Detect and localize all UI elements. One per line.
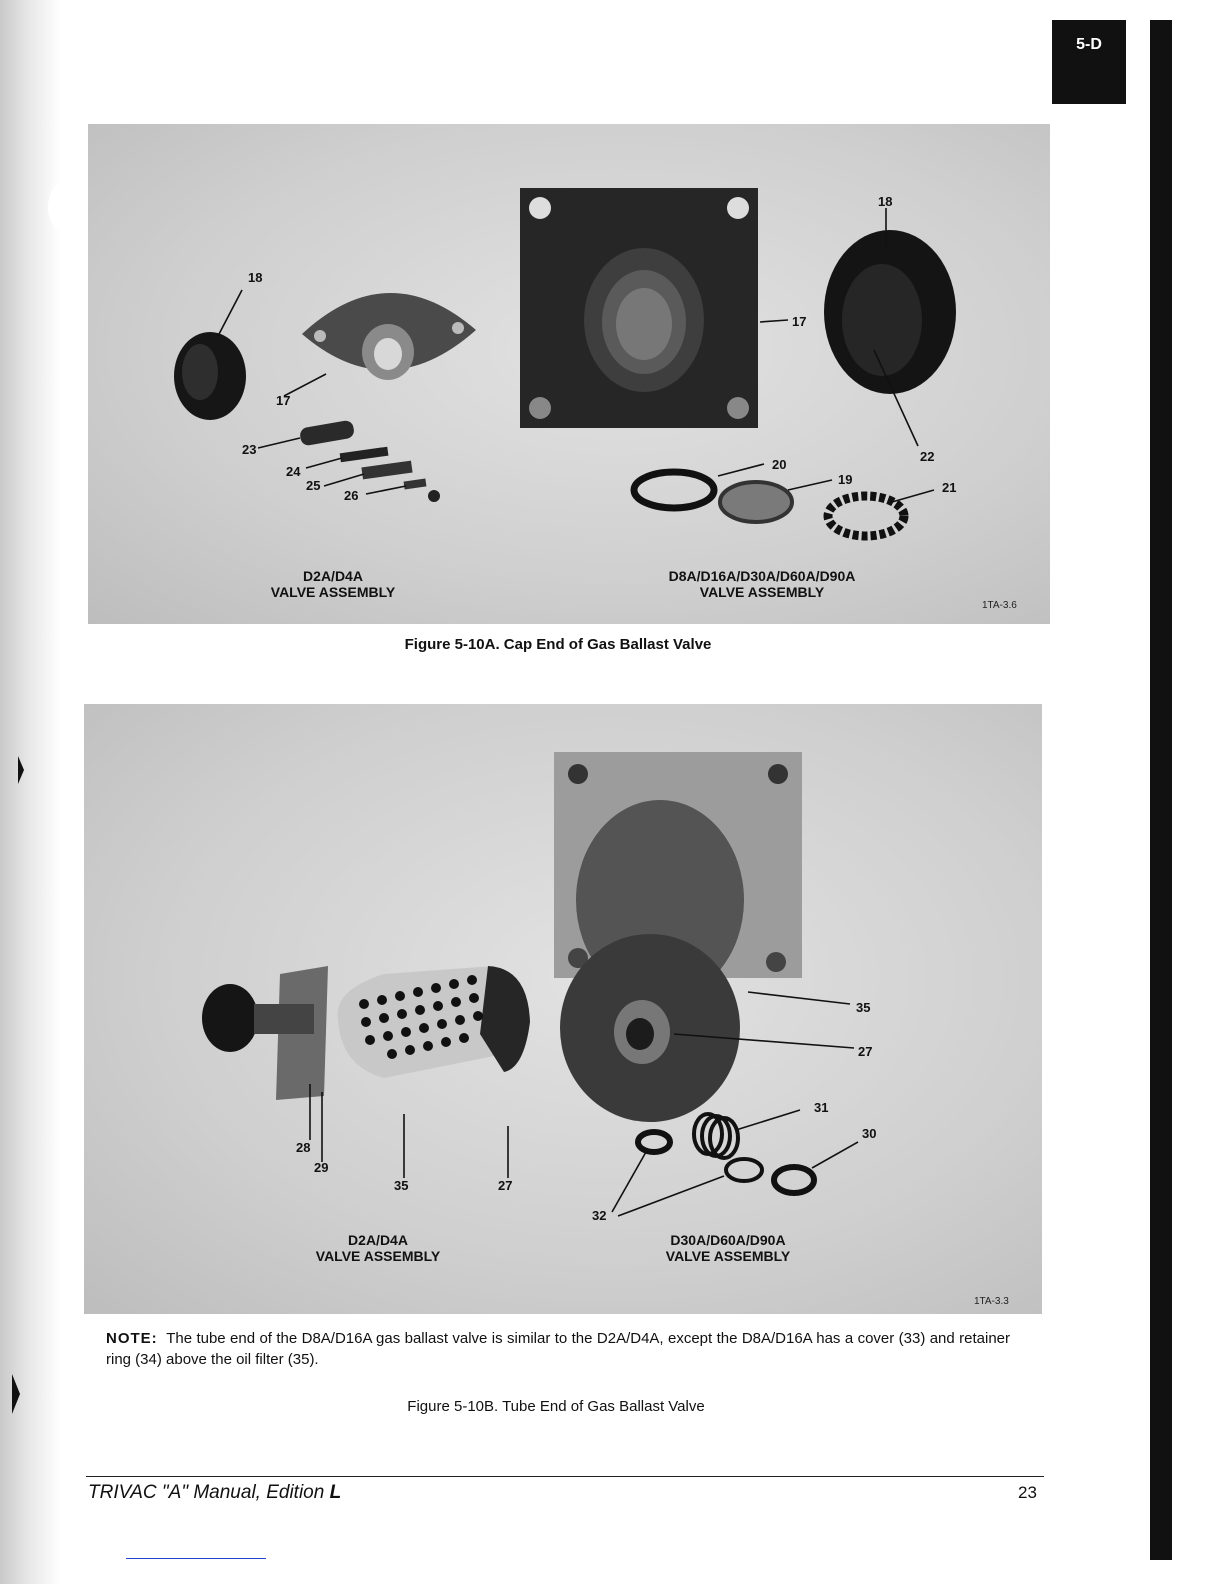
small-knob-18 <box>174 332 246 420</box>
footer-manual-title <box>88 1482 341 1504</box>
page-number: 23 <box>1018 1483 1037 1502</box>
footer-rule <box>86 1476 1044 1477</box>
page-scan-edge-left <box>0 0 60 1584</box>
large-knob-18 <box>824 230 956 394</box>
small-assembly <box>202 966 530 1100</box>
assembly-model: D2A/D4A <box>303 568 363 584</box>
callout-27: 27 <box>498 1178 513 1193</box>
small-flange-17 <box>302 293 476 380</box>
callout-18: 18 <box>878 194 893 209</box>
figure-5-10b-caption: Figure 5-10B. Tube End of Gas Ballast Valve <box>407 1398 705 1415</box>
left-assembly-label <box>316 1232 440 1264</box>
note-label: NOTE: <box>106 1330 158 1347</box>
manual-title-text: TRIVAC "A" Manual, Edition <box>88 1482 330 1503</box>
callout-22: 22 <box>920 449 935 464</box>
assembly-model: D8A/D16A/D30A/D60A/D90A <box>668 568 856 584</box>
figure-5-10a-caption: Figure 5-10A. Cap End of Gas Ballast Valve <box>404 636 712 653</box>
margin-change-mark <box>12 1374 20 1414</box>
callout-19: 19 <box>838 472 853 487</box>
callout-29: 29 <box>314 1160 329 1175</box>
figure-5-10b-photo <box>84 704 1042 1314</box>
margin-change-mark <box>18 756 24 784</box>
callout-28: 28 <box>296 1140 311 1155</box>
manual-edition: L <box>329 1482 342 1503</box>
section-tab: 5-D <box>1052 20 1126 104</box>
o-ring-20 <box>634 472 714 508</box>
valve-disk-19 <box>720 482 792 522</box>
spring-31 <box>694 1114 738 1158</box>
callout-24: 24 <box>286 464 301 479</box>
large-flange-17 <box>520 188 758 428</box>
page-scan-edge-right <box>1150 20 1172 1560</box>
figure-5-10a-illustration <box>88 124 1050 624</box>
callout-20: 20 <box>772 457 787 472</box>
left-assembly-label <box>271 568 395 600</box>
assembly-name: VALVE ASSEMBLY <box>315 1248 441 1264</box>
washer-32 <box>726 1159 762 1181</box>
bottom-link-rule <box>126 1558 266 1559</box>
callout-35: 35 <box>856 1000 871 1015</box>
callout-21: 21 <box>942 480 957 495</box>
right-assembly-label <box>669 568 856 600</box>
figure-5-10a-photo <box>88 124 1050 624</box>
figure-note <box>106 1328 1010 1370</box>
washer-32 <box>638 1132 670 1152</box>
callout-25: 25 <box>306 478 321 493</box>
callout-31: 31 <box>814 1100 829 1115</box>
callout-35: 35 <box>394 1178 409 1193</box>
assembly-model: D2A/D4A <box>348 1232 408 1248</box>
callout-26: 26 <box>344 488 359 503</box>
cylinder-end <box>560 934 740 1122</box>
callout-18: 18 <box>248 270 263 285</box>
figure-5-10b-illustration <box>84 704 1042 1314</box>
assembly-model: D30A/D60A/D90A <box>670 1232 786 1248</box>
photo-id: 1TA-3.6 <box>982 600 1017 611</box>
note-text: The tube end of the D8A/D16A gas ballast valve is similar to the D2A/D4A, except the D8A/D16A has a cover (33) and retainer ring (34) above the oil filter (35). <box>106 1330 1010 1368</box>
assembly-name: VALVE ASSEMBLY <box>270 584 396 600</box>
callout-17: 17 <box>792 314 807 329</box>
callout-32: 32 <box>592 1208 607 1223</box>
assembly-name: VALVE ASSEMBLY <box>665 1248 791 1264</box>
callout-17: 17 <box>276 393 291 408</box>
callout-23: 23 <box>242 442 257 457</box>
ring-30 <box>774 1167 814 1193</box>
callout-27: 27 <box>858 1044 873 1059</box>
assembly-name: VALVE ASSEMBLY <box>699 584 825 600</box>
photo-id: 1TA-3.3 <box>974 1296 1009 1307</box>
callout-30: 30 <box>862 1126 877 1141</box>
right-assembly-label <box>666 1232 790 1264</box>
